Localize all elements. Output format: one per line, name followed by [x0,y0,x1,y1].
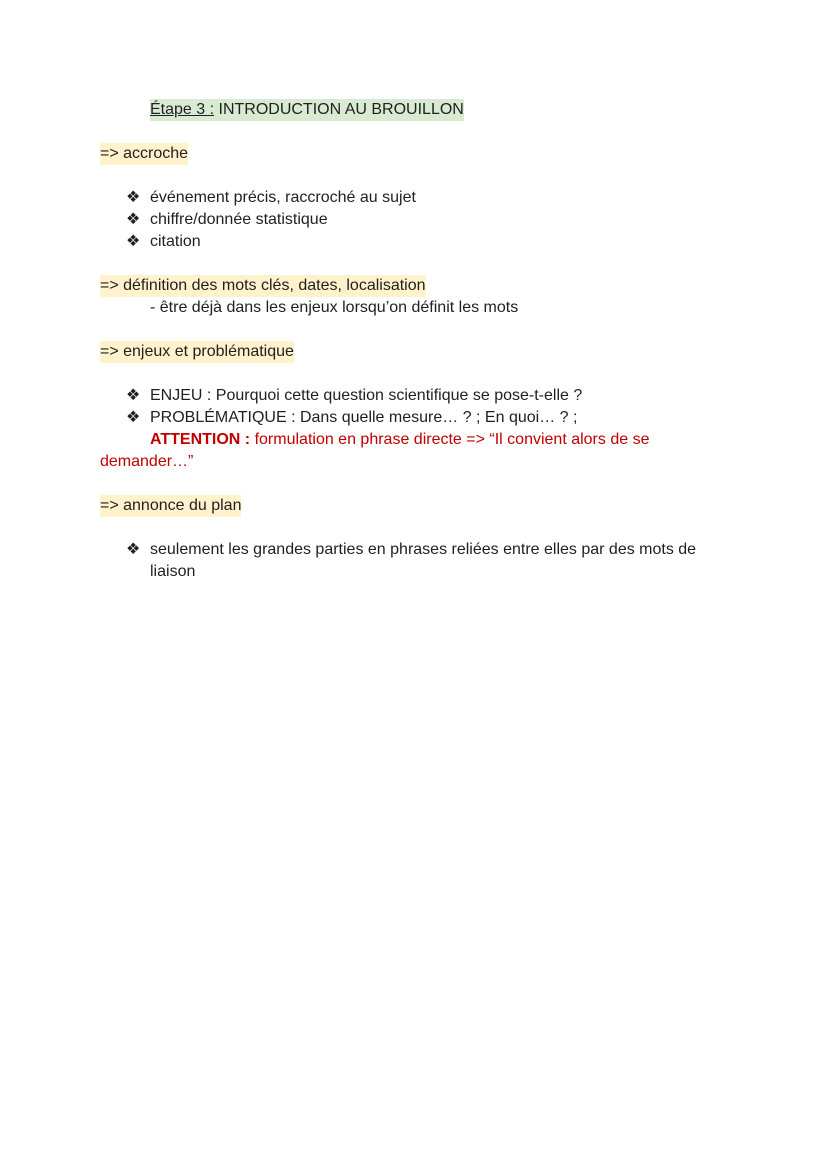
list-item-text: événement précis, raccroché au sujet [150,189,416,206]
title-text: INTRODUCTION AU BROUILLON [214,101,464,118]
diamond-bullet-icon: ❖ [126,541,141,558]
heading-accroche: => accroche [100,143,188,165]
diamond-bullet-icon: ❖ [126,409,141,426]
diamond-bullet-icon: ❖ [126,387,141,404]
diamond-bullet-icon: ❖ [126,189,141,206]
heading-plan: => annonce du plan [100,495,241,517]
definition-note: - être déjà dans les enjeux lorsqu’on définit les mots [150,299,519,316]
list-item-text: citation [150,233,201,250]
step-label: Étape 3 : [150,101,215,118]
attention-note [150,429,649,451]
list-item [126,385,582,407]
heading-enjeux: => enjeux et problématique [100,341,294,363]
list-item-continued: liaison [150,563,196,580]
list-item-text: ENJEU : Pourquoi cette question scientifique se pose-t-elle ? [150,387,583,404]
diamond-bullet-icon: ❖ [126,233,141,250]
list-item-text: seulement les grandes parties en phrases reliées entre elles par des mots de [150,541,697,558]
attention-label: ATTENTION : [150,431,251,448]
list-item [126,407,577,429]
list-item-text: chiffre/donnée statistique [150,211,328,228]
list-item [126,231,201,253]
list-item [126,539,696,561]
list-item [126,209,328,231]
attention-text: formulation en phrase directe => “Il convient alors de se [250,431,650,448]
list-item [126,187,416,209]
heading-definition: => définition des mots clés, dates, localisation [100,275,426,297]
diamond-bullet-icon: ❖ [126,211,141,228]
attention-note-continued: demander…” [100,453,194,470]
list-item-text: PROBLÉMATIQUE : Dans quelle mesure… ? ; En quoi… ? ; [150,409,578,426]
page-title [150,99,464,121]
